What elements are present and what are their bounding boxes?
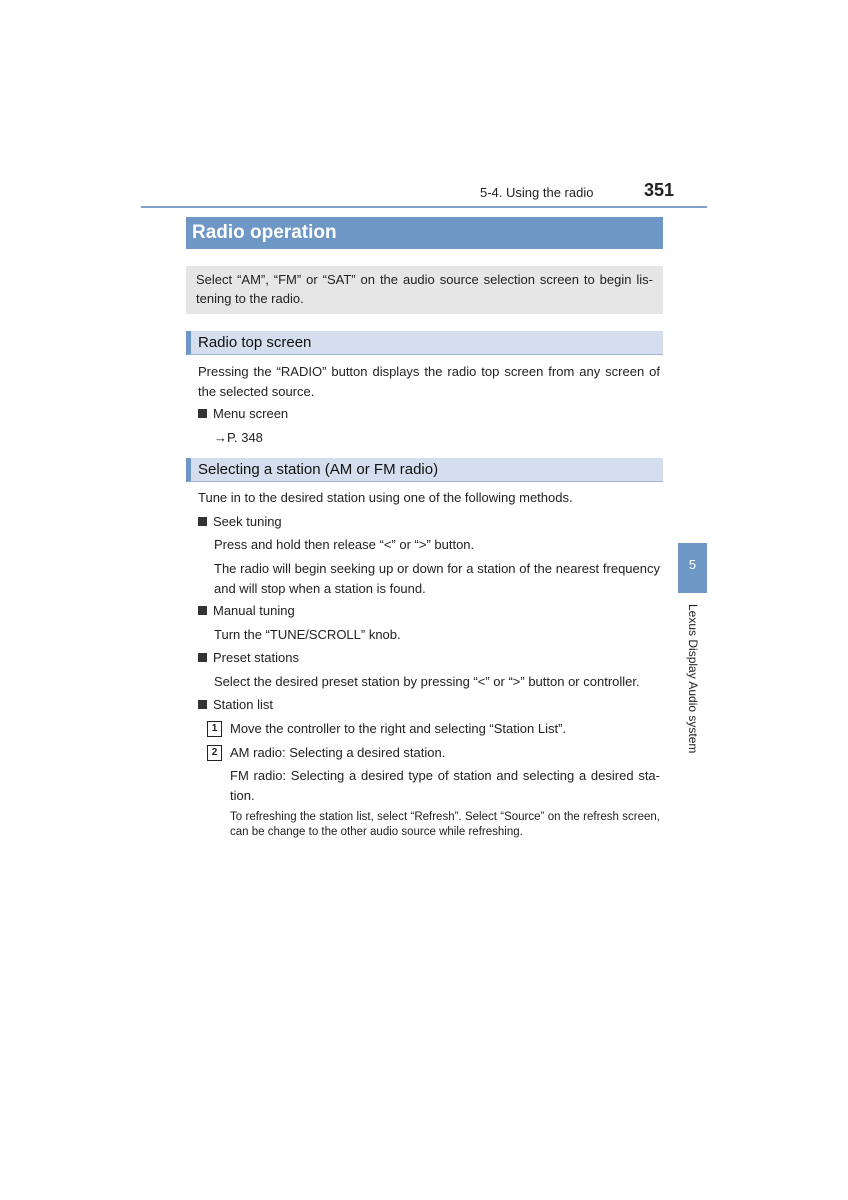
page-title: Radio operation <box>186 217 663 249</box>
intro-text: Select “AM”, “FM” or “SAT” on the audio source selection screen to begin lis-tening to the radio. <box>196 272 653 306</box>
section-heading-radio-top-screen: Radio top screen <box>186 331 663 355</box>
square-bullet-icon <box>198 653 207 662</box>
chapter-tab <box>678 543 707 593</box>
seek-tuning-heading <box>198 512 282 532</box>
seek-tuning-line2: The radio will begin seeking up or down for a station of the nearest frequency and will stop when a station is found. <box>214 561 660 596</box>
preset-stations-heading <box>198 648 299 668</box>
menu-screen-heading <box>198 404 288 424</box>
square-bullet-icon <box>198 606 207 615</box>
manual-tuning-line1: Turn the “TUNE/SCROLL” knob. <box>214 627 401 642</box>
seek-tuning-line1: Press and hold then release “<” or “>” button. <box>214 537 475 552</box>
step-number-1: 1 <box>207 721 222 737</box>
header-divider <box>141 206 707 208</box>
chapter-title-vertical: Lexus Display Audio system <box>686 604 700 754</box>
running-header-section: 5-4. Using the radio <box>480 185 594 200</box>
station-list-note: To refreshing the station list, select “Refresh”. Select “Source” on the refresh screen, can be change to the other audio source while refreshing. <box>230 811 660 838</box>
station-list-step2-fm: FM radio: Selecting a desired type of station and selecting a desired sta-tion. <box>230 768 660 803</box>
menu-screen-reference: →P. 348 <box>214 430 263 445</box>
station-list-label: Station list <box>213 697 273 712</box>
station-list-step1: Move the controller to the right and selecting “Station List”. <box>230 721 567 736</box>
step-number-2: 2 <box>207 745 222 761</box>
menu-screen-label: Menu screen <box>213 406 289 421</box>
station-list-heading <box>198 695 273 715</box>
manual-tuning-heading <box>198 601 295 621</box>
selecting-intro: Tune in to the desired station using one of the following methods. <box>198 490 573 505</box>
intro-box <box>186 266 663 314</box>
page-number: 351 <box>644 180 675 200</box>
top-screen-body: Pressing the “RADIO” button displays the radio top screen from any screen of the selected source. <box>198 364 660 399</box>
station-list-step2: AM radio: Selecting a desired station. <box>230 745 446 760</box>
seek-tuning-label: Seek tuning <box>213 514 282 529</box>
square-bullet-icon <box>198 409 207 418</box>
square-bullet-icon <box>198 700 207 709</box>
preset-stations-label: Preset stations <box>213 650 299 665</box>
preset-stations-line1: Select the desired preset station by pressing “<” or “>” button or controller. <box>214 674 640 689</box>
manual-tuning-label: Manual tuning <box>213 603 295 618</box>
section-heading-selecting-station: Selecting a station (AM or FM radio) <box>186 458 663 482</box>
square-bullet-icon <box>198 517 207 526</box>
chapter-number: 5 <box>688 557 697 572</box>
